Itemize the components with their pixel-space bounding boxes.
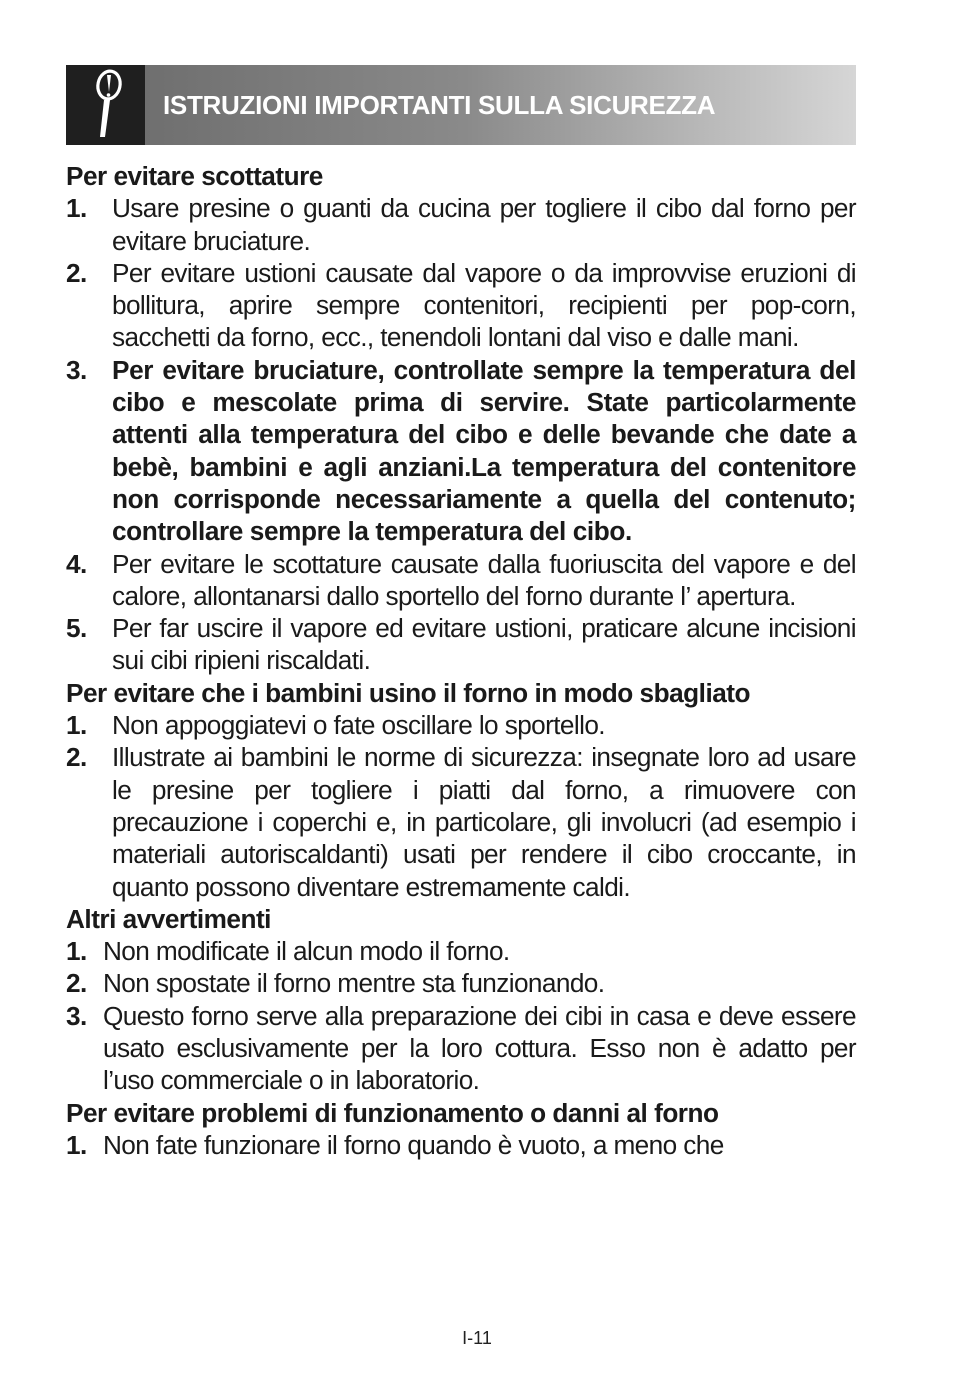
item-text: Per evitare le scottature causate dalla fuoriuscita del vapore e del calore, allontanarsi dallo sportello del forno durante l’ apertura. <box>112 548 856 611</box>
item-text: Per far uscire il vapore ed evitare ustioni, praticare alcune incisioni sui cibi ripieni riscaldati. <box>112 613 856 676</box>
item-number: 1. <box>66 710 87 741</box>
list-item <box>66 354 856 548</box>
list-item <box>66 709 856 741</box>
section-bambini <box>66 677 856 903</box>
list-item <box>66 741 856 902</box>
item-number: 1. <box>66 936 87 967</box>
item-number: 3. <box>66 1000 87 1031</box>
section-heading: Per evitare problemi di funzionamento o danni al forno <box>66 1097 719 1128</box>
item-text: Per evitare bruciature, controllate sempre la temperatura del cibo e mescolate prima di servire. State particolarmente attenti alla temperatura del cibo e delle bevande che date a bebè, bambini e agli anziani.La temperatura del contenitore non corrisponde necessariamente a quella del contenuto; controllare sempre la temperatura del cibo. <box>112 354 856 547</box>
item-text: Non fate funzionare il forno quando è vuoto, a meno che <box>103 1129 724 1160</box>
document-body <box>66 160 856 1161</box>
exclamation-magnifier-icon <box>66 65 145 145</box>
item-number: 1. <box>66 1129 87 1160</box>
list-item <box>66 967 856 999</box>
page-title: ISTRUZIONI IMPORTANTI SULLA SICUREZZA <box>163 89 716 120</box>
item-number: 2. <box>66 968 87 999</box>
item-text: Illustrate ai bambini le norme di sicurezza: insegnate loro ad usare le presine per togliere i piatti dal forno, a rimuovere con precauzione i coperchi e, in particolare, gli involucri (ad esempio i materiali autoriscaldanti) usati per rendere il cibo croccante, in quanto possono diventare estremamente caldi. <box>112 742 856 902</box>
item-number: 5. <box>66 613 87 644</box>
item-text: Per evitare ustioni causate dal vapore o da improvvise eruzioni di bollitura, aprire sempre contenitori, recipienti per pop-corn, sacchetti da forno, ecc., tenendoli lontani dal viso e dalle mani. <box>112 257 856 353</box>
item-number: 3. <box>66 354 87 385</box>
section-heading: Per evitare che i bambini usino il forno in modo sbagliato <box>66 677 750 708</box>
item-number: 2. <box>66 257 87 288</box>
item-number: 4. <box>66 548 87 579</box>
item-text: Usare presine o guanti da cucina per togliere il cibo dal forno per evitare bruciature. <box>112 193 856 256</box>
list-item <box>66 935 856 967</box>
page-header <box>66 65 856 145</box>
item-number: 1. <box>66 193 87 224</box>
list-item <box>66 1000 856 1097</box>
header-title-band <box>145 65 856 145</box>
section-altri-avvertimenti <box>66 903 856 1097</box>
item-text: Non appoggiatevi o fate oscillare lo sportello. <box>112 710 605 741</box>
list-item <box>66 192 856 257</box>
list-item <box>66 548 856 613</box>
section-heading: Per evitare scottature <box>66 161 323 191</box>
section-scottature <box>66 160 856 677</box>
section-heading: Altri avvertimenti <box>66 903 271 934</box>
page-number: I-11 <box>462 1328 492 1348</box>
item-text: Non spostate il forno mentre sta funzionando. <box>103 968 605 999</box>
item-number: 2. <box>66 742 87 773</box>
list-item <box>66 257 856 354</box>
list-item <box>66 1129 856 1161</box>
list-item <box>66 612 856 677</box>
section-problemi-funzionamento <box>66 1097 856 1162</box>
item-text: Non modificate il alcun modo il forno. <box>103 936 510 967</box>
item-text: Questo forno serve alla preparazione dei cibi in casa e deve essere usato esclusivamente per la loro cottura. Esso non è adatto per l’uso commerciale o in laboratorio. <box>103 1000 856 1096</box>
